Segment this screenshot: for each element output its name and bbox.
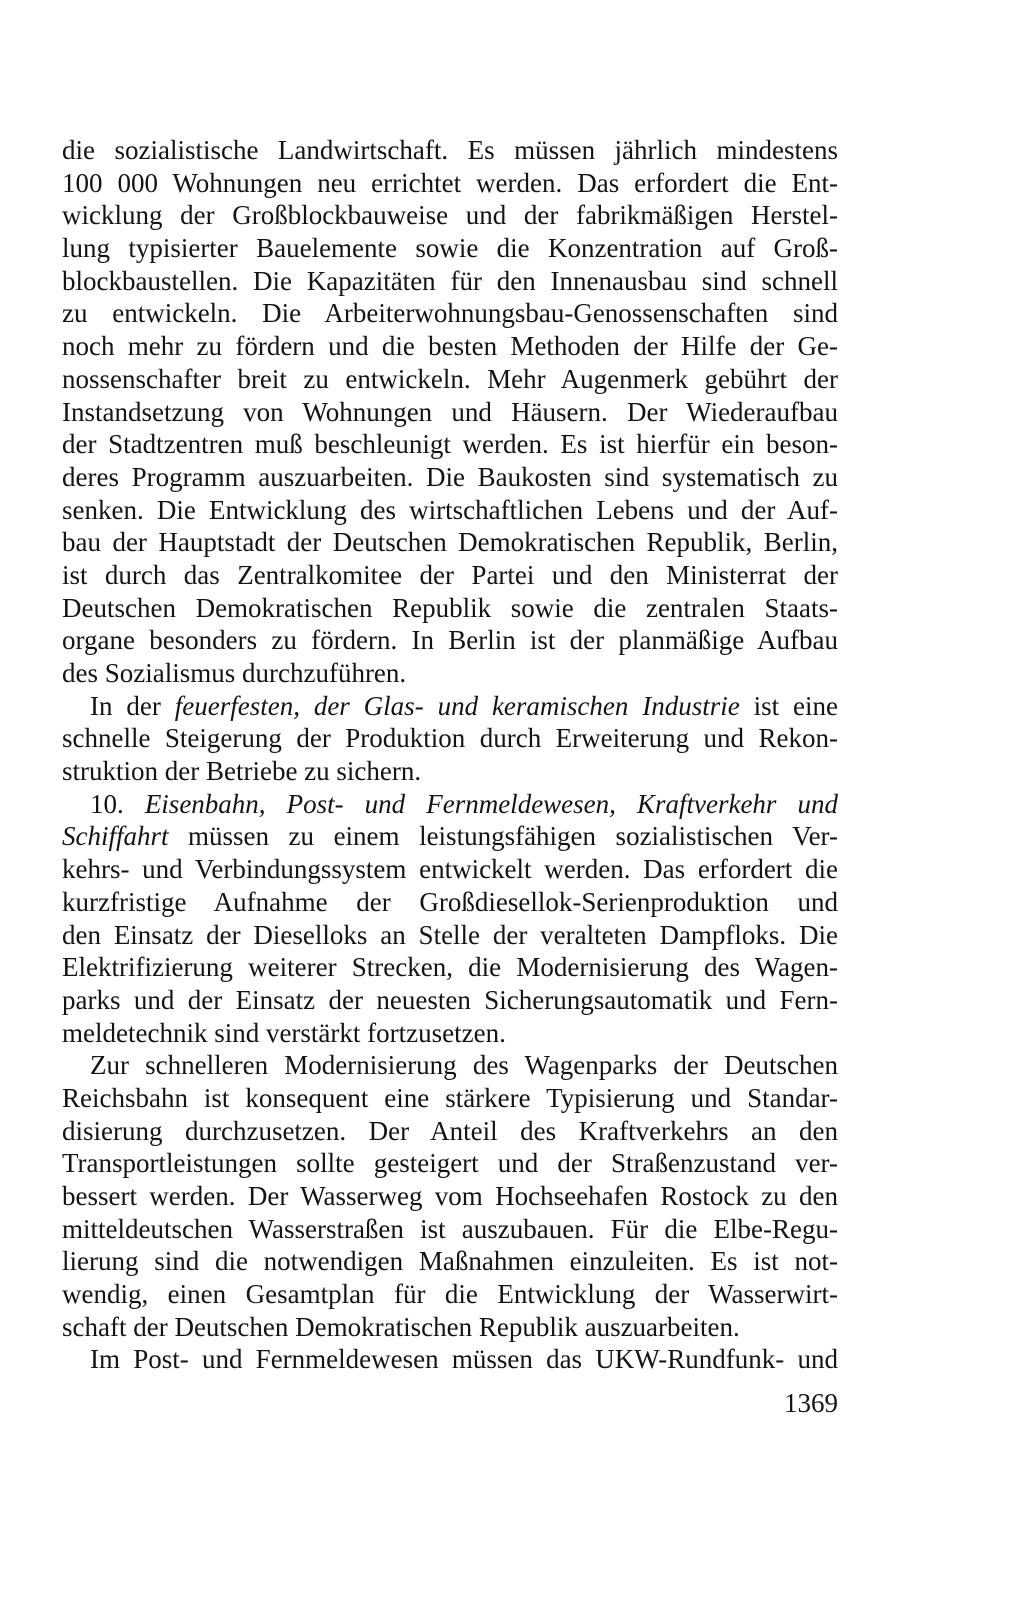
text-line: meldetechnik sind verstärkt fortzusetzen. [62, 1017, 506, 1048]
text-line: lung typisierter Bauelemente sowie die Konzentration auf Groß- [62, 233, 838, 264]
italic-emphasis: Eisenbahn, Post- und Fernmeldewesen, Kraftverkehr und [144, 788, 838, 819]
text-line: kurzfristige Aufnahme der Großdiesellok-Serienproduktion und [62, 886, 838, 917]
text-line: struktion der Betriebe zu sichern. [62, 756, 422, 787]
paragraph-1 [62, 134, 838, 690]
text-line: schnelle Steigerung der Produktion durch Erweiterung und Rekon- [62, 723, 838, 754]
text-line: bessert werden. Der Wasserweg vom Hochseehafen Rostock zu den [62, 1181, 838, 1211]
text-run: ist eine [739, 690, 839, 721]
text-line: Deutschen Demokratischen Republik sowie die zentralen Staats- [62, 592, 838, 623]
text-line: 100 000 Wohnungen neu errichtet werden. Das erfordert die Ent- [62, 167, 838, 198]
text-line: Instandsetzung von Wohnungen und Häusern. Der Wiederaufbau [62, 396, 838, 427]
text-line: Zur schnelleren Modernisierung des Wagenparks der Deutschen [90, 1050, 838, 1081]
text-line [62, 820, 838, 853]
text-line: der Stadtzentren muß beschleunigt werden. Es ist hierfür ein beson- [62, 429, 838, 460]
text-line: lierung sind die notwendigen Maßnahmen einzuleiten. Es ist not- [62, 1246, 838, 1277]
text-line: organe besonders zu fördern. In Berlin ist der planmäßige Aufbau [62, 625, 838, 656]
paragraph-5 [62, 1343, 838, 1376]
text-line: kehrs- und Verbindungssystem entwickelt werden. Das erfordert die [62, 854, 838, 885]
text-line: Transportleistungen sollte gesteigert und der Straßenzustand ver- [62, 1148, 838, 1179]
text-line [62, 690, 838, 723]
text-line: den Einsatz der Dieselloks an Stelle der veralteten Dampfloks. Die [62, 919, 838, 950]
text-line: wicklung der Großblockbauweise und der fabrikmäßigen Herstel- [62, 200, 838, 231]
text-line: senken. Die Entwicklung des wirtschaftlichen Lebens und der Auf- [62, 494, 838, 525]
text-line: nossenschafter breit zu entwickeln. Mehr Augenmerk gebührt der [62, 363, 838, 394]
text-line: disierung durchzusetzen. Der Anteil des Kraftverkehrs an den [62, 1115, 838, 1146]
paragraph-3 [62, 788, 838, 1050]
text-run: müssen zu einem leistungsfähigen sozialistischen Ver- [168, 821, 838, 852]
text-line: parks und der Einsatz der neuesten Sicherungsautomatik und Fern- [62, 984, 838, 1015]
text-line: wendig, einen Gesamtplan für die Entwicklung der Wasserwirt- [62, 1279, 838, 1310]
body-text [62, 134, 838, 1376]
section-number: 10. [90, 788, 145, 819]
text-run: In der [90, 690, 175, 721]
text-line [62, 788, 838, 821]
text-line: zu entwickeln. Die Arbeiterwohnungsbau-Genossenschaften sind [62, 298, 838, 329]
text-line: Reichsbahn ist konsequent eine stärkere Typisierung und Standar- [62, 1082, 838, 1113]
italic-emphasis: feuerfesten, der Glas- und keramischen Industrie [174, 690, 740, 721]
text-line: des Sozialismus durchzuführen. [62, 658, 407, 688]
italic-emphasis: Schiffahrt [62, 821, 169, 852]
text-line: noch mehr zu fördern und die besten Methoden der Hilfe der Ge- [62, 331, 838, 362]
paragraph-2 [62, 690, 838, 788]
text-line: Im Post- und Fernmeldewesen müssen das UKW-Rundfunk- und [90, 1344, 838, 1375]
paragraph-4 [62, 1049, 838, 1343]
page-number: 1369 [784, 1388, 838, 1418]
text-line: die sozialistische Landwirtschaft. Es müssen jährlich mindestens [62, 135, 838, 165]
text-line: blockbaustellen. Die Kapazitäten für den Innenausbau sind schnell [62, 265, 838, 296]
text-line: mitteldeutschen Wasserstraßen ist auszubauen. Für die Elbe-Regu- [62, 1213, 838, 1244]
text-line: deres Programm auszuarbeiten. Die Baukosten sind systematisch zu [62, 461, 838, 492]
text-line: schaft der Deutschen Demokratischen Republik auszuarbeiten. [62, 1311, 740, 1342]
text-line: bau der Hauptstadt der Deutschen Demokratischen Republik, Berlin, [62, 527, 838, 558]
text-line: Elektrifizierung weiterer Strecken, die Modernisierung des Wagen- [62, 952, 838, 983]
text-line: ist durch das Zentralkomitee der Partei und den Ministerrat der [62, 559, 838, 590]
